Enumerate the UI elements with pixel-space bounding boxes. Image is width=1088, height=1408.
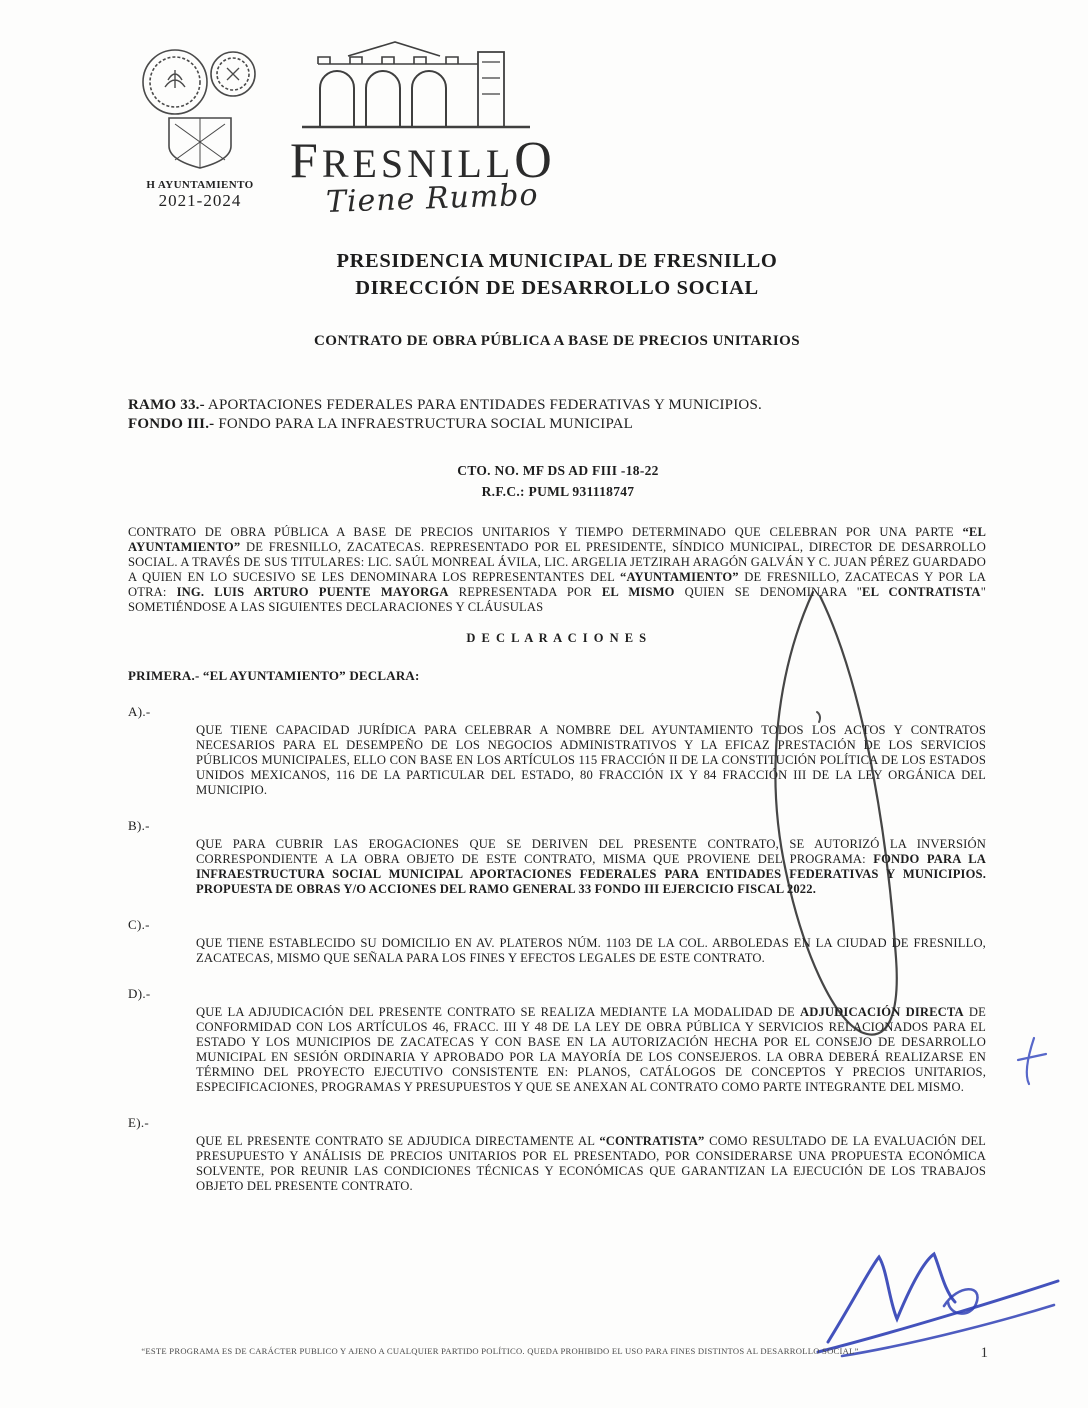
item-text	[196, 837, 986, 897]
item-label: B).-	[128, 817, 150, 833]
text-segment: " SOMETIÉNDOSE A LAS SIGUIENTES DECLARACIONES Y CLÁUSULAS	[128, 584, 986, 614]
text-segment: FONDO PARA LA INFRAESTRUCTURA SOCIAL MUNICIPAL APORTACIONES FEDERALES PARA ENTIDADES FEDERATIVAS Y MUNICIPIOS. PROPUESTA DE OBRAS Y/O ACCIONES DEL RAMO GENERAL 33 FONDO III EJERCICIO FISCAL 2022.	[196, 851, 986, 896]
text-segment: “CONTRATISTA”	[599, 1133, 705, 1148]
text-segment: FONDO III.-	[128, 416, 215, 433]
text-segment: CONTRATO DE OBRA PÚBLICA A BASE DE PRECIOS UNITARIOS Y TIEMPO DETERMINADO QUE CELEBRAN POR UNA PARTE	[128, 524, 963, 539]
municipal-seal	[126, 40, 274, 211]
item-label: A).-	[128, 703, 151, 719]
text-segment: QUE PARA CUBRIR LAS EROGACIONES QUE SE DERIVEN DEL PRESENTE CONTRATO, SE AUTORIZÓ LA INVERSIÓN CORRESPONDIENTE A LA OBRA OBJETO DE ESTE CONTRATO, MISMA QUE PROVIENE DEL PROGRAMA:	[196, 836, 986, 866]
document-content	[128, 248, 986, 1194]
item-label: D).-	[128, 985, 151, 1001]
declarations-heading: D E C L A R A C I O N E S	[466, 630, 648, 645]
seal-years: 2021-2024	[158, 191, 242, 210]
document-title-line2: DIRECCIÓN DE DESARROLLO SOCIAL	[355, 276, 759, 299]
brand-name-middle: RESNILL	[321, 141, 515, 186]
signature-stroke-4	[944, 1289, 977, 1313]
text-segment: “AYUNTAMIENTO”	[620, 569, 739, 584]
text-segment: APORTACIONES FEDERALES PARA ENTIDADES FEDERATIVAS Y MUNICIPIOS.	[204, 397, 762, 414]
coat-of-arms-icon	[135, 40, 265, 172]
text-segment: QUE LA ADJUDICACIÓN DEL PRESENTE CONTRATO SE REALIZA MEDIANTE LA MODALIDAD DE	[196, 1004, 800, 1019]
program-line-ramo	[128, 396, 986, 415]
text-segment: QUIEN SE DENOMINARA "	[674, 584, 863, 599]
blue-margin-mark	[1018, 1038, 1046, 1084]
text-segment: DE FRESNILLO, ZACATECAS Y POR LA OTRA:	[128, 569, 986, 599]
contract-rfc: R.F.C.: PUML 931118747	[481, 483, 635, 499]
text-segment: “EL AYUNTAMIENTO”	[128, 524, 986, 554]
aqueduct-icon	[290, 38, 540, 130]
text-segment: ADJUDICACIÓN DIRECTA	[799, 1004, 964, 1019]
item-label: C).-	[128, 916, 150, 932]
text-segment: ING. LUIS ARTURO PUENTE MAYORGA	[176, 584, 449, 599]
contract-identifiers	[278, 461, 838, 503]
declaration-item-a	[128, 704, 986, 798]
brand-tagline: Tiene Rumbo	[325, 177, 540, 220]
program-line-fondo	[128, 415, 986, 434]
document-title-line1: PRESIDENCIA MUNICIPAL DE FRESNILLO	[336, 250, 778, 272]
declaration-item-c	[128, 917, 986, 966]
text-segment: FONDO PARA LA INFRAESTRUCTURA SOCIAL MUNICIPAL	[214, 416, 634, 433]
intro-paragraph	[128, 525, 986, 615]
signature-stroke-1	[828, 1254, 955, 1342]
primera-heading: PRIMERA.- “EL AYUNTAMIENTO” DECLARA:	[128, 667, 420, 683]
text-segment: EL CONTRATISTA	[862, 584, 981, 599]
seal-caption: H AYUNTAMIENTO	[146, 179, 254, 191]
declaration-item-d	[128, 986, 986, 1095]
fresnillo-logo	[290, 38, 590, 220]
item-text	[196, 1134, 986, 1194]
footer-disclaimer: “ESTE PROGRAMA ES DE CARÁCTER PUBLICO Y AJENO A CUALQUIER PARTIDO POLÍTICO. QUEDA PROHIBIDO EL USO PARA FINES DISTINTOS AL DESARROLLO SOCIAL”	[141, 1346, 859, 1356]
text-segment: DE FRESNILLO, ZACATECAS. REPRESENTADO POR EL PRESIDENTE, SÍNDICO MUNICIPAL, DIRECTOR DE DESARROLLO SOCIAL. A TRAVÉS DE SUS TITULARES: LIC. SAÚL MONREAL ÁVILA, LIC. ARGELIA JETZIRAH ARAGÓN GALVÁN Y C. JUAN PÉREZ GUARDADO A QUIEN EN LO SUCESIVO SE LES DENOMINARA LOS REPRESENTANTES DEL	[128, 539, 986, 584]
text-segment: REPRESENTADA POR	[448, 584, 602, 599]
text-segment: COMO RESULTADO DE LA EVALUACIÓN DEL PRESUPUESTO Y ANÁLISIS DE PRECIOS UNITARIOS POR EL PRESENTADO, POR CONSIDERARSE UNA PROPUESTA ECONÓMICA SOLVENTE, POR REUNIR LAS CONDICIONES TÉCNICAS Y ECONÓMICAS QUE GARANTIZAN LA EJECUCIÓN DE LOS TRABAJOS OBJETO DEL PRESENTE CONTRATO.	[196, 1133, 987, 1193]
text-segment: EL MISMO	[601, 584, 675, 599]
contract-type-heading: CONTRATO DE OBRA PÚBLICA A BASE DE PRECIOS UNITARIOS	[314, 333, 800, 350]
declaration-item-b	[128, 818, 986, 897]
item-text	[196, 936, 986, 966]
text-segment: DE CONFORMIDAD CON LOS ARTÍCULOS 46, FRACC. III Y 48 DE LA LEY DE OBRA PÚBLICA Y SERVICIOS RELACIONADOS PARA EL ESTADO Y LOS MUNICIPIOS DE ZACATECAS Y CON BASE EN LA AUTORIZACIÓN HECHA POR EL CONSEJO DE DESARROLLO MUNICIPAL EN SESIÓN ORDINARIA Y APROBADO POR LA MAYORÍA DE LOS CONSEJEROS. LA OBRA DEBERÁ REALIZARSE EN TÉRMINO DEL PROYECTO EJECUTIVO CONSISTENTE EN: PLANOS, CATÁLOGOS DE CONCEPTOS Y PRECIOS UNITARIOS, ESPECIFICACIONES, PROGRAMAS Y PRESUPUESTOS Y QUE SE ANEXAN AL CONTRATO COMO PARTE INTEGRANTE DEL MISMO.	[196, 1004, 987, 1094]
text-segment: QUE TIENE CAPACIDAD JURÍDICA PARA CELEBRAR A NOMBRE DEL AYUNTAMIENTO TODOS LOS ACTOS Y CONTRATOS NECESARIOS PARA EL DESEMPEÑO DE LOS NEGOCIOS ADMINISTRATIVOS Y LA EFICAZ PRESTACIÓN DE LOS SERVICIOS PÚBLICOS MUNICIPALES, ELLO CON BASE EN LOS ARTÍCULOS 115 FRACCIÓN II DE LA CONSTITUCIÓN POLÍTICA DE LOS ESTADOS UNIDOS MEXICANOS, 116 DE LA PARTICULAR DEL ESTADO, 80 FRACCIÓN IX Y 84 FRACCIÓN III DE LA LEY ORGÁNICA DEL MUNICIPIO.	[196, 722, 986, 797]
item-label: E).-	[128, 1114, 150, 1130]
text-segment: RAMO 33.-	[128, 397, 205, 414]
contract-number: CTO. NO. MF DS AD FIII -18-22	[457, 462, 659, 478]
program-block	[128, 396, 986, 434]
declaration-item-e	[128, 1115, 986, 1194]
brand-name-final: O	[514, 132, 556, 189]
text-segment: QUE TIENE ESTABLECIDO SU DOMICILIO EN AV. PLATEROS NÚM. 1103 DE LA COL. ARBOLEDAS EN LA CIUDAD DE FRESNILLO, ZACATECAS, MISMO QUE SEÑALA PARA LOS FINES Y EFECTOS LEGALES DE ESTE CONTRATO.	[196, 935, 986, 965]
signature-stroke-2	[818, 1281, 1058, 1352]
item-text	[196, 723, 986, 798]
text-segment: QUE EL PRESENTE CONTRATO SE ADJUDICA DIRECTAMENTE AL	[196, 1133, 600, 1148]
page-number: 1	[980, 1345, 988, 1361]
brand-name-initial: F	[290, 132, 322, 188]
item-text	[196, 1005, 986, 1095]
